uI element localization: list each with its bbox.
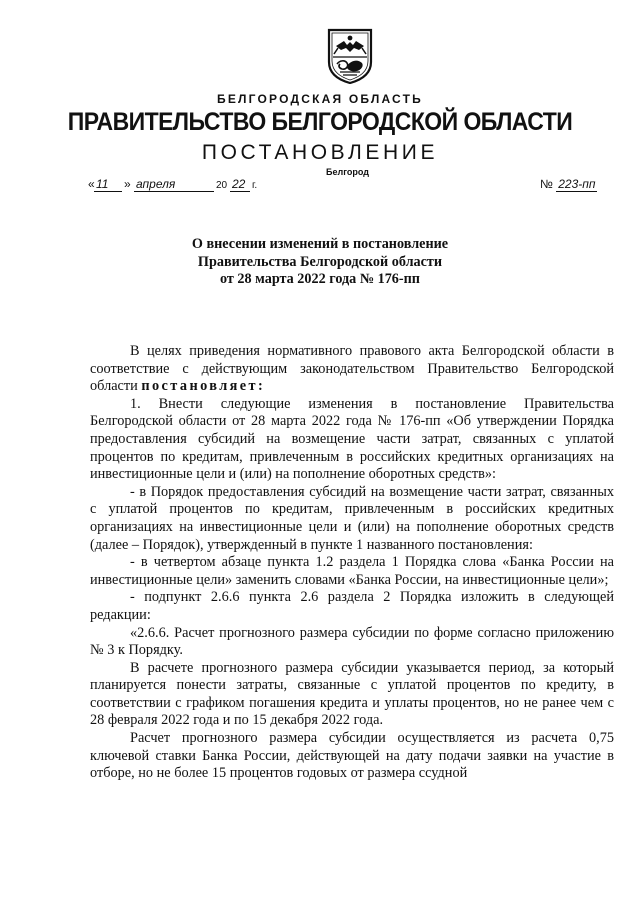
paragraph-6: В расчете прогнозного размера субсидии указывается период, за который планируется понести затраты, связанные с уплатой процентов по кредиту, в соответствии с графиком погашения кредита и уплаты процентов, но не ранее чем с 28 февраля 2022 года и по 15 декабря 2022 года. [90,659,614,729]
paragraph-5: «2.6.6. Расчет прогнозного размера субсидии по форме согласно приложению № 3 к Порядку. [90,624,614,659]
paragraph-7: Расчет прогнозного размера субсидии осуществляется из расчета 0,75 ключевой ставки Банка России, действующей на дату подачи заявки на участие в отборе, но не более 15 процентов годовых от размера ссудной [90,730,614,782]
paragraph-preamble [90,343,614,396]
title-line-2: Правительства Белгородской области [197,253,443,270]
paragraph-4: - подпункт 2.6.6 пункта 2.6 раздела 2 Порядка изложить в следующей редакции: [90,589,614,623]
date-year-abbr: г. [252,180,258,191]
city-name: Белгород [326,167,369,177]
government-name: ПРАВИТЕЛЬСТВО БЕЛГОРОДСКОЙ ОБЛАСТИ [67,108,573,136]
document-body [90,343,614,783]
number-sign: № [540,177,553,191]
document-type: ПОСТАНОВЛЕНИЕ [201,141,439,164]
title-line-1: О внесении изменений в постановление [191,236,449,252]
date-year-suffix: 22 [230,177,250,192]
document-number [540,177,597,191]
coat-of-arms-icon [326,28,374,84]
preamble-resolves: постановляет: [141,378,266,395]
date-open-quote: « [88,177,95,191]
title-line-3: от 28 марта 2022 года № 176-пп [220,271,420,288]
document-title [0,236,640,289]
number-value: 223-пп [558,177,596,191]
preamble-text: В целях приведения нормативного правового акта Белгородской области в соответствие с действующим законодательством Правительство Белгородской области [90,343,614,395]
region-name: БЕЛГОРОДСКАЯ ОБЛАСТЬ [217,92,423,106]
paragraph-1: 1. Внести следующие изменения в постановление Правительства Белгородской области от 28 марта 2022 года № 176-пп «Об утверждении Порядка предоставления субсидий на возмещение части затрат, связанных с уплатой процентов по кредитам, привлеченным в российских кредитных организациях на инвестиционные цели и (или) на пополнение оборотных средств»: [90,395,614,483]
date-close-quote: » [124,177,131,191]
date-day: 11 [94,177,122,192]
paragraph-2: - в Порядок предоставления субсидий на возмещение части затрат, связанных с уплатой процентов по кредитам, привлеченным в российских кредитных организациях на инвестиционные цели и (или) на пополнение оборотных средств (далее – Порядок), утвержденный в пункте 1 названного постановления: [90,483,614,553]
date-month: апреля [134,177,214,192]
date-year-prefix: 20 [216,180,228,191]
paragraph-3: - в четвертом абзаце пункта 1.2 раздела 1 Порядка слова «Банка России на инвестиционные цели» заменить словами «Банка России, на инвестиционные цели»; [90,554,614,588]
